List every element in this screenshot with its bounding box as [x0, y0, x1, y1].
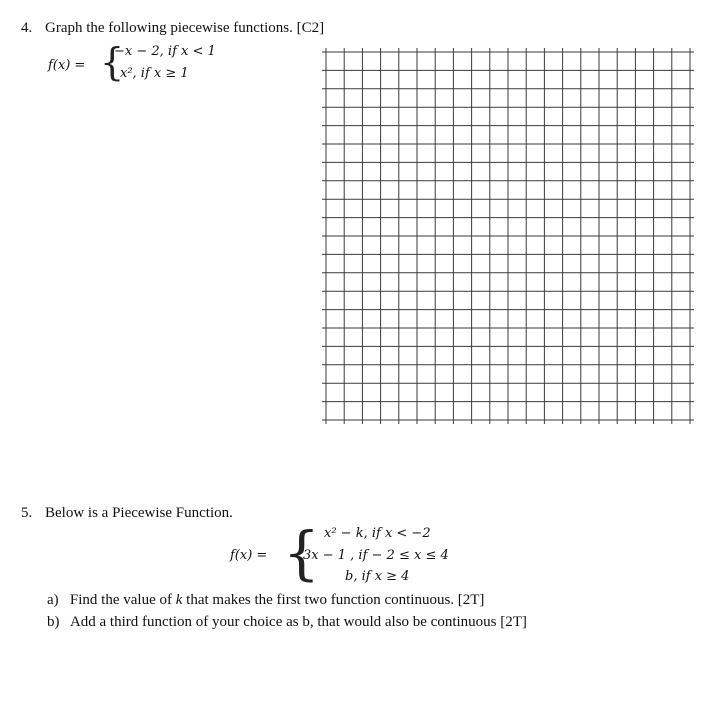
q5-piecewise-function [230, 519, 510, 588]
q4-piecewise-function [48, 40, 308, 88]
q4-brace: { [100, 40, 125, 84]
part-a-var: k [175, 592, 183, 608]
part-a-label: a) [47, 592, 59, 608]
graph-grid [322, 48, 694, 424]
part-b-text: Add a third function of your choice as b, that would also be continuous [2T] [69, 614, 527, 630]
q5-piece-3: b, if x ≥ 4 [345, 569, 410, 584]
q5-piece-2: 3x − 1 , if − 2 ≤ x ≤ 4 [303, 548, 449, 563]
q5-number: 5. [21, 505, 33, 521]
part-a-text-before: Find the value of [69, 592, 176, 608]
q4-number: 4. [21, 20, 33, 36]
q5-prompt: Below is a Piecewise Function. [45, 505, 233, 521]
q5-function-lhs: f(x) = [230, 548, 268, 563]
part-a-text-after: that makes the first two function continuous. [2T] [182, 592, 485, 608]
q5-part-a [47, 592, 484, 609]
part-b-label: b) [47, 614, 60, 630]
q4-prompt: Graph the following piecewise functions. [C2] [45, 20, 325, 36]
q4-function-lhs: f(x) = [48, 58, 86, 73]
q4-piece-2: x², if x ≥ 1 [120, 66, 189, 81]
q5-piece-1: x² − k, if x < −2 [324, 526, 431, 541]
q5-brace: { [283, 519, 320, 587]
q4-piece-1: −x − 2, if x < 1 [114, 44, 216, 59]
q5-part-b [47, 614, 527, 631]
